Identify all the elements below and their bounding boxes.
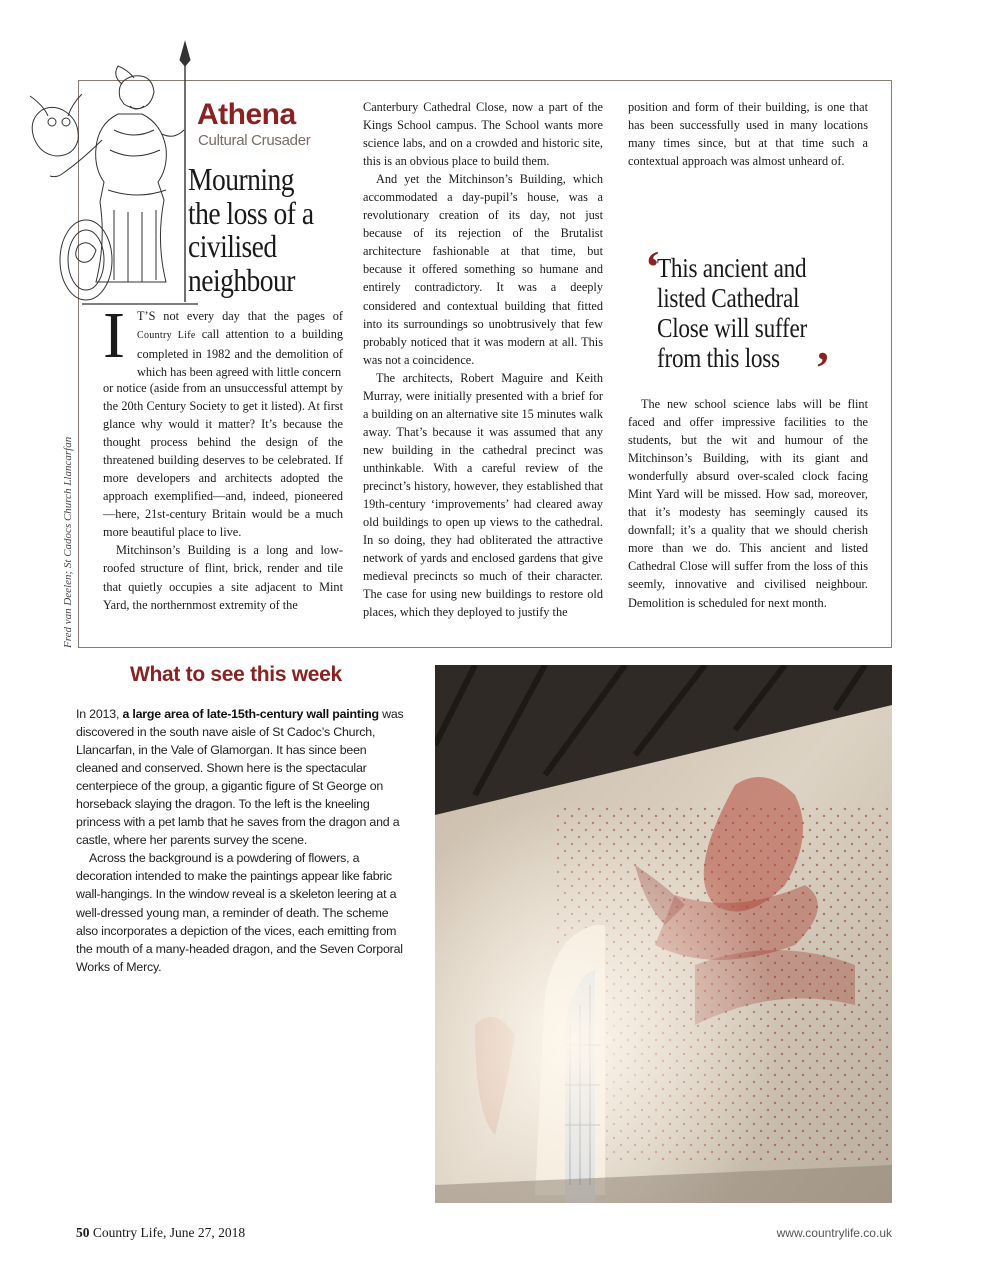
- column-three-top: [628, 98, 868, 170]
- footer-url: www.countrylife.co.uk: [776, 1226, 892, 1240]
- quote-open-icon: ‘: [645, 241, 661, 292]
- lead-text: T’S not every day that the pages of: [137, 309, 343, 323]
- wall-painting-photo: [435, 665, 892, 1203]
- lead-tail-part: call attention to a building completed in 1982 and the demolition of which has been agreed with little concern: [137, 327, 343, 380]
- footer-page-info: [76, 1225, 245, 1241]
- photo-credit: Fred van Deelen; St Cadocs Church Llancarfan: [62, 436, 74, 648]
- what-to-see-text: [76, 705, 411, 976]
- pull-quote: This ancient and listed Cathedral Close will suffer from this loss: [657, 253, 807, 373]
- footer-issue: Country Life, June 27, 2018: [92, 1225, 246, 1240]
- wts-body: was discovered in the south nave aisle of St Cadoc’s Church, Llancarfan, in the Vale of Glamorgan. It has since been cleaned and conserved. Shown here is the spectacular centerpiece of the group, a gigantic figure of St George on horseback slaying the dragon. To the left is the kneeling princess with a pet lamb that he saves from the dragon and a castle, where her parents survey the scene.: [76, 707, 404, 848]
- article-paragraph-5: The new school science labs will be flint faced and offer impressive facilities to the students, but the wit and humour of the Mitchinson’s Building, with its giant and wonderfully absurd over-scaled clock facing Mint Yard will be missed. How sad, moreover, that it’s modesty has seemingly caused its downfall; it’s a quality that we should cherish more than we do. This ancient and listed Cathedral Close will suffer from the loss of this seemly, innovative and civilised neighbour. Demolition is scheduled for next month.: [628, 397, 868, 610]
- article-lead: [137, 307, 343, 381]
- article-paragraph-4-cont: position and form of their building, is one that has been successfully used in many locations many times since, but at that time such a contextual approach was almost unheard of.: [628, 100, 868, 169]
- headline: Mourning the loss of a civilised neighbour: [188, 161, 314, 298]
- article-lead-cont: or notice (aside from an unsuccessful attempt by the 20th Century Society to get it listed). At first glance why would it matter? It’s because the thought process behind the design of the threatened building deserves to be celebrated. If more developers and architects adopted the approach exemplified—and, indeed, pioneered—here, 21st-century Britain would be a much more beautiful place to live.: [103, 381, 343, 540]
- wts-paragraph-2: Across the background is a powdering of flowers, a decoration intended to make the paintings appear like fabric wall-hangings. In the window reveal is a skeleton leering at a well-dressed young man, a reminder of death. The scheme also incorporates a depiction of the vices, each emitting from the mouth of a many-headed dragon, and the Seven Corporal Works of Mercy.: [76, 851, 403, 974]
- what-to-see-title: What to see this week: [130, 663, 342, 686]
- article-paragraph-2: Mitchinson’s Building is a long and low-roofed structure of flint, brick, render and tile that quietly occupies a site adjacent to Mint Yard, the northernmost extremity of the: [103, 543, 343, 612]
- page-number: 50: [76, 1225, 90, 1240]
- column-subtitle: Cultural Crusader: [198, 132, 311, 149]
- wts-intro: In 2013,: [76, 707, 120, 721]
- athena-illustration: [22, 40, 208, 308]
- column-two: [363, 98, 603, 621]
- column-brand: Athena: [197, 98, 296, 131]
- dropcap: I: [103, 299, 125, 372]
- column-one-continuation: [103, 379, 343, 614]
- article-paragraph-3: And yet the Mitchinson’s Building, which accommodated a day-pupil’s house, was a revolutionary creation of its day, not just because of its rejection of the Brutalist architecture fashionable at that time, but because it offered something so humane and entirely contradictory. It was a deeply considered and contextual building that fitted into its surroundings so unobtrusively that few probably noticed that it was modern at all. This was not a coincidence.: [363, 172, 603, 367]
- column-three-bottom: [628, 395, 868, 612]
- wts-highlight: a large area of late-15th-century wall painting: [122, 707, 379, 721]
- magazine-name-smallcaps: Country Life: [137, 330, 196, 342]
- article-paragraph-2-cont: Canterbury Cathedral Close, now a part of the Kings School campus. The School wants more science labs, and on a crowded and historic site, this is an obvious place to build them.: [363, 100, 603, 169]
- quote-close-icon: ’: [815, 342, 831, 393]
- article-paragraph-4: The architects, Robert Maguire and Keith Murray, were initially presented with a brief for a building on an alternative site 15 minutes walk away. That’s because it was assumed that any new building in the cathedral precinct was unthinkable. With a careful review of the precinct’s history, however, they established that 19th-century ‘improvements’ had cleared away old buildings to open up views to the cathedral. In so doing, they had obliterated the attractive network of yards and enclosed gardens that give medieval precincts so much of their character. The case for using new buildings to restore old places, which they deployed to justify the: [363, 370, 603, 620]
